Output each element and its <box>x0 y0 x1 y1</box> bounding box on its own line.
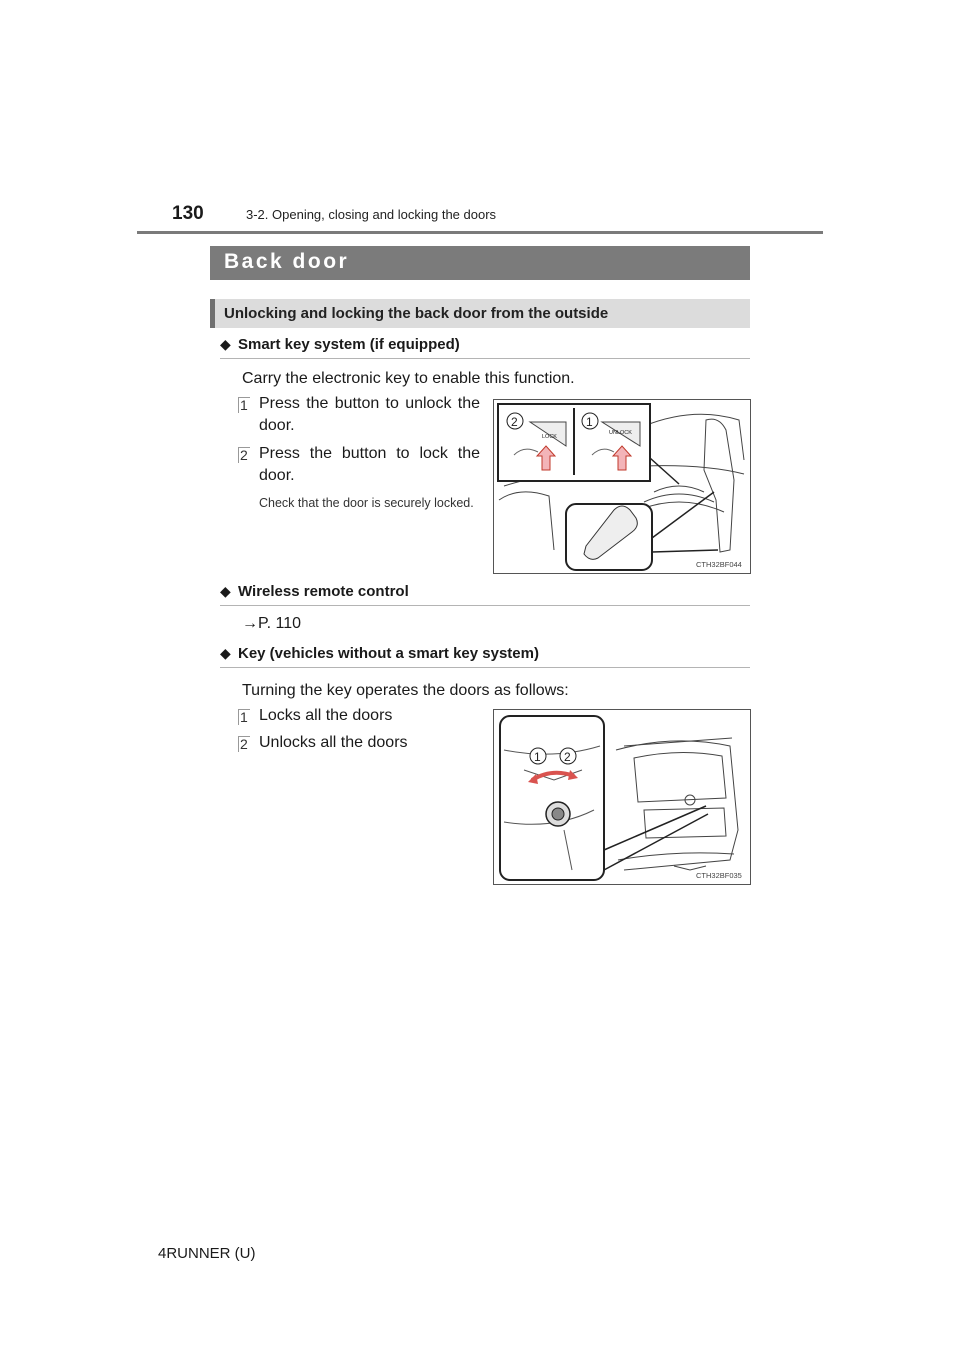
wireless-rule <box>220 605 750 606</box>
lock-button-label: LOCK <box>542 434 557 440</box>
figure-code: CTH32BF044 <box>696 560 742 569</box>
smart-key-step-1: Press the button to unlock the door. <box>259 395 480 434</box>
diamond-bullet-icon: ◆ <box>220 336 231 352</box>
step-number-badge <box>238 447 250 463</box>
wireless-heading-text: Wireless remote control <box>238 583 409 600</box>
key-intro: Turning the key operates the doors as follows: <box>242 682 569 699</box>
pointer-line <box>652 492 714 538</box>
smart-key-figure <box>493 399 751 574</box>
step-number: 1 <box>240 397 248 413</box>
smart-key-note: Check that the door is securely locked. <box>259 496 474 510</box>
wireless-reference[interactable] <box>242 613 301 635</box>
pointer-line <box>650 458 679 484</box>
step-number-badge <box>238 736 250 752</box>
callout-number: 2 <box>564 750 571 764</box>
vehicle-wheel-arch <box>499 492 554 550</box>
wireless-reference-text: P. 110 <box>258 615 302 632</box>
lock-cylinder-inset <box>500 716 604 880</box>
smart-key-heading-text: Smart key system (if equipped) <box>238 336 460 353</box>
rear-window <box>634 752 726 802</box>
figure-code: CTH32BF035 <box>696 871 742 880</box>
section-label: 3-2. Opening, closing and locking the doors <box>246 207 497 222</box>
diamond-bullet-icon: ◆ <box>220 583 231 599</box>
callout-number: 2 <box>511 415 518 429</box>
arrow-right-icon: → <box>242 615 258 632</box>
step-number: 2 <box>240 736 248 752</box>
subtitle-bar <box>210 299 750 328</box>
callout-number: 1 <box>586 415 593 429</box>
header-divider <box>137 231 823 234</box>
smart-key-heading <box>220 336 460 353</box>
vehicle-roof-line <box>644 414 744 460</box>
pointer-line <box>604 806 706 850</box>
callout-number: 1 <box>534 750 541 764</box>
smart-key-step-2: Press the button to lock the door. <box>259 445 480 484</box>
page-title: Back door <box>224 250 350 273</box>
key-heading-text: Key (vehicles without a smart key system) <box>238 645 539 662</box>
key-step-1: Locks all the doors <box>259 707 393 724</box>
smart-key-rule <box>220 358 750 359</box>
smart-key-illustration <box>494 400 750 573</box>
unlock-button-label: UNLOCK <box>609 430 632 436</box>
license-plate-area <box>644 808 726 838</box>
page-title-bar <box>210 246 750 280</box>
step-number: 1 <box>240 709 248 725</box>
footer-model: 4RUNNER (U) <box>158 1245 256 1262</box>
subtitle: Unlocking and locking the back door from the outside <box>224 305 609 322</box>
person-silhouette <box>704 419 734 552</box>
smart-key-intro: Carry the electronic key to enable this function. <box>242 370 575 387</box>
key-figure <box>493 709 751 885</box>
step-number-badge <box>238 397 250 413</box>
key-step-2: Unlocks all the doors <box>259 734 408 751</box>
step-number: 2 <box>240 447 248 463</box>
step-number-badge <box>238 709 250 725</box>
wireless-heading <box>220 583 409 600</box>
key-illustration <box>494 710 750 884</box>
page-number: 130 <box>172 203 204 224</box>
subtitle-accent <box>210 299 215 328</box>
key-heading <box>220 645 539 662</box>
diamond-bullet-icon: ◆ <box>220 645 231 661</box>
key-rule <box>220 667 750 668</box>
